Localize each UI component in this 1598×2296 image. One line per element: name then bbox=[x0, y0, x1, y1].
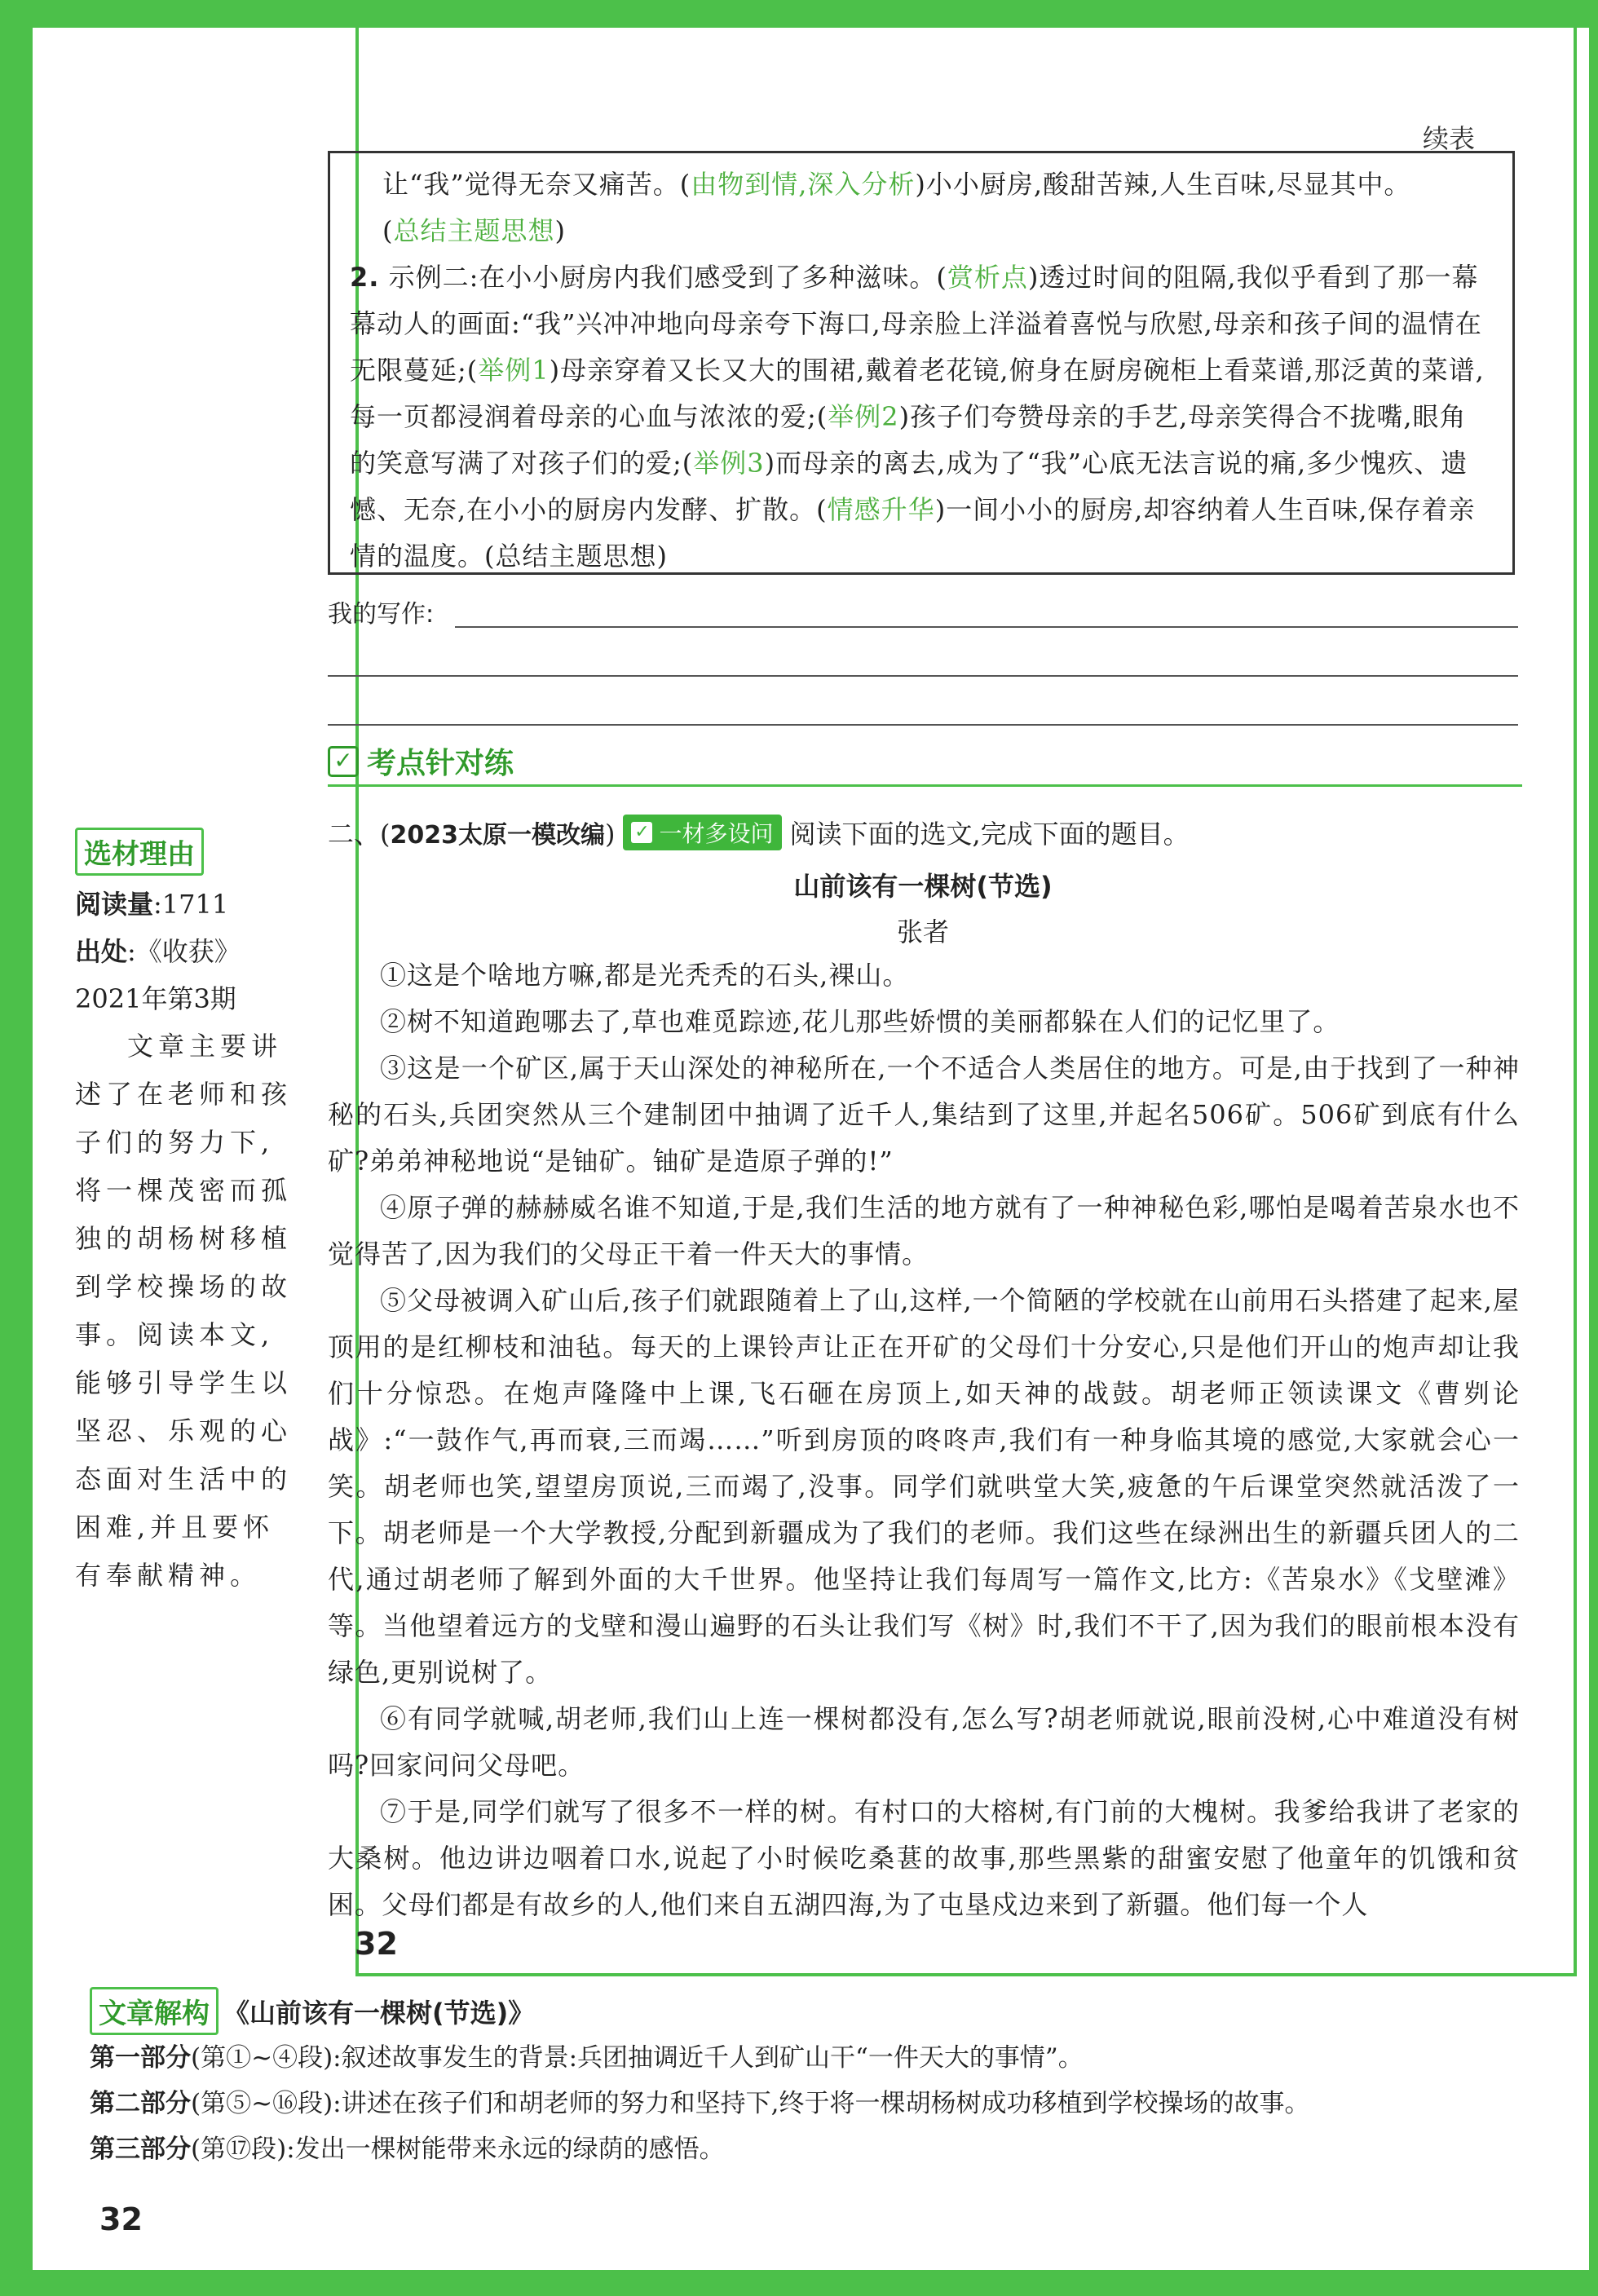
article-author: 张者 bbox=[896, 916, 949, 947]
paragraph: ⑥有同学就喊,胡老师,我们山上连一棵树都没有,怎么写?胡老师就说,眼前没树,心中难道没有树吗?回家问问父母吧。 bbox=[328, 1703, 1520, 1781]
example-text: )而母亲的离去,成为了“我”心底无法言说的痛,多少愧疚、遗憾、无奈,在小小的厨房内发酵、扩散。( bbox=[350, 448, 1468, 525]
sidebar bbox=[75, 828, 303, 1600]
annotation: 举例1 bbox=[478, 355, 550, 386]
section-title: 考点针对练 bbox=[367, 747, 514, 780]
article-analysis bbox=[90, 1987, 1557, 2172]
check-icon: ✓ bbox=[631, 822, 652, 843]
analysis-part: 第二部分(第⑤~⑯段):讲述在孩子们和胡老师的努力和坚持下,终于将一棵胡杨树成功移植到学校操场的故事。 bbox=[90, 2089, 1310, 2118]
paragraph: ③这是一个矿区,属于天山深处的神秘所在,一个不适合人类居住的地方。可是,由于找到了一种神秘的石头,兵团突然从三个建制团中抽调了近千人,集结到了这里,并起名506矿。506矿到底有什么矿?弟弟神秘地说“是铀矿。铀矿是造原子弹的!” bbox=[328, 1053, 1520, 1177]
sidebar-summary: 文章主要讲述了在老师和孩子们的努力下,将一棵茂密而孤独的胡杨树移植到学校操场的故事。阅读本文,能够引导学生以坚忍、乐观的心态面对生活中的困难,并且要怀有奉献精神。 bbox=[75, 1031, 293, 1591]
analysis-work: 《山前该有一棵树(节选)》 bbox=[223, 1997, 535, 2029]
box-line-2: (总结主题思想) bbox=[382, 215, 566, 246]
item-number: 2. bbox=[350, 262, 380, 293]
check-icon: ✓ bbox=[328, 746, 359, 777]
writing-label: 我的写作: bbox=[328, 600, 435, 629]
reading-amount: 阅读量:1711 bbox=[75, 889, 229, 920]
my-writing bbox=[328, 594, 1518, 629]
box-line-1: 让“我”觉得无奈又痛苦。(由物到情,深入分析)小小厨房,酸甜苦辣,人生百味,尽显其中。 bbox=[382, 169, 1411, 200]
example-2 bbox=[350, 254, 1493, 580]
annotation: 赏析点 bbox=[947, 262, 1028, 293]
annotation: 举例2 bbox=[828, 401, 899, 432]
answer-box bbox=[328, 151, 1515, 575]
sidebar-tag: 选材理由 bbox=[75, 828, 204, 876]
analysis-tag: 文章解构 bbox=[90, 1987, 219, 2035]
example-text: )透过时间的阻隔,我似乎看到了那一幕幕动人的画面:“我”兴冲冲地向母亲夸下海口,母亲脸上洋溢着喜悦与欣慰,母亲和孩子间的温情在无限蔓延;( bbox=[350, 262, 1482, 386]
article-title: 山前该有一棵树(节选) bbox=[793, 871, 1053, 902]
paragraph: ②树不知道跑哪去了,草也难觅踪迹,花儿那些娇惯的美丽都躲在人们的记忆里了。 bbox=[380, 1006, 1340, 1037]
article-body bbox=[328, 952, 1520, 1928]
section-divider bbox=[328, 784, 1522, 787]
page-number: 32 bbox=[355, 1926, 398, 1962]
paragraph: ①这是个啥地方嘛,都是光秃秃的石头,裸山。 bbox=[380, 960, 910, 991]
example-text: 示例二:在小小厨房内我们感受到了多种滋味。( bbox=[388, 262, 947, 293]
writing-line[interactable] bbox=[328, 724, 1518, 726]
question-intro: 二、(2023太原一模改编) ✓ 一材多设问 阅读下面的选文,完成下面的题目。 bbox=[328, 814, 1190, 851]
page-number-bottom: 32 bbox=[99, 2201, 143, 2237]
section-header bbox=[328, 740, 514, 782]
annotation: 举例3 bbox=[693, 448, 765, 479]
annotation: 情感升华 bbox=[827, 494, 935, 525]
writing-line[interactable] bbox=[455, 626, 1518, 628]
continued-label: 续表 bbox=[1423, 123, 1476, 154]
source: 出处:《收获》2021年第3期 bbox=[75, 936, 241, 1014]
analysis-part: 第三部分(第⑰段):发出一棵树能带来永远的绿荫的感悟。 bbox=[90, 2135, 725, 2164]
question-tag: ✓ 一材多设问 bbox=[623, 815, 781, 850]
analysis-part: 第一部分(第①~④段):叙述故事发生的背景:兵团抽调近千人到矿山干“一件天大的事情”。 bbox=[90, 2043, 1084, 2073]
example-text: )母亲穿着又长又大的围裙,戴着老花镜,俯身在厨房碗柜上看菜谱,那泛黄的菜谱,每一页都浸润着母亲的心血与浓浓的爱;( bbox=[350, 355, 1485, 432]
example-text: )一间小小的厨房,却容纳着人生百味,保存着亲情的温度。(总结主题思想) bbox=[350, 494, 1476, 572]
question-instruction: 阅读下面的选文,完成下面的题目。 bbox=[789, 819, 1190, 850]
writing-line[interactable] bbox=[328, 675, 1518, 677]
question-source: 2023太原一模改编 bbox=[390, 821, 605, 850]
paragraph: ⑤父母被调入矿山后,孩子们就跟随着上了山,这样,一个简陋的学校就在山前用石头搭建了起来,屋顶用的是红柳枝和油毡。每天的上课铃声让正在开矿的父母们十分安心,只是他们开山的炮声却让我们十分惊恐。在炮声隆隆中上课,飞石砸在房顶上,如天神的战鼓。胡老师正领读课文《曹刿论战》:“一鼓作气,再而衰,三而竭……”听到房顶的咚咚声,我们有一种身临其境的感觉,大家就会心一笑。胡老师也笑,望望房顶说,三而竭了,没事。同学们就哄堂大笑,疲惫的午后课堂突然就活泼了一下。胡老师是一个大学教授,分配到新疆成为了我们的老师。我们这些在绿洲出生的新疆兵团人的二代,通过胡老师了解到外面的大千世界。他坚持让我们每周写一篇作文,比方:《苦泉水》《戈壁滩》等。当他望着远方的戈壁和漫山遍野的石头让我们写《树》时,我们不干了,因为我们的眼前根本没有绿色,更别说树了。 bbox=[328, 1285, 1520, 1688]
paragraph: ⑦于是,同学们就写了很多不一样的树。有村口的大榕树,有门前的大槐树。我爹给我讲了老家的大桑树。他边讲边咽着口水,说起了小时候吃桑葚的故事,那些黑紫的甜蜜安慰了他童年的饥饿和贫困。父母们都是有故乡的人,他们来自五湖四海,为了屯垦戍边来到了新疆。他们每一个人 bbox=[328, 1796, 1520, 1920]
example-text: )孩子们夸赞母亲的手艺,母亲笑得合不拢嘴,眼角的笑意写满了对孩子们的爱;( bbox=[350, 401, 1467, 479]
paragraph: ④原子弹的赫赫威名谁不知道,于是,我们生活的地方就有了一种神秘色彩,哪怕是喝着苦泉水也不觉得苦了,因为我们的父母正干着一件天大的事情。 bbox=[328, 1192, 1520, 1269]
